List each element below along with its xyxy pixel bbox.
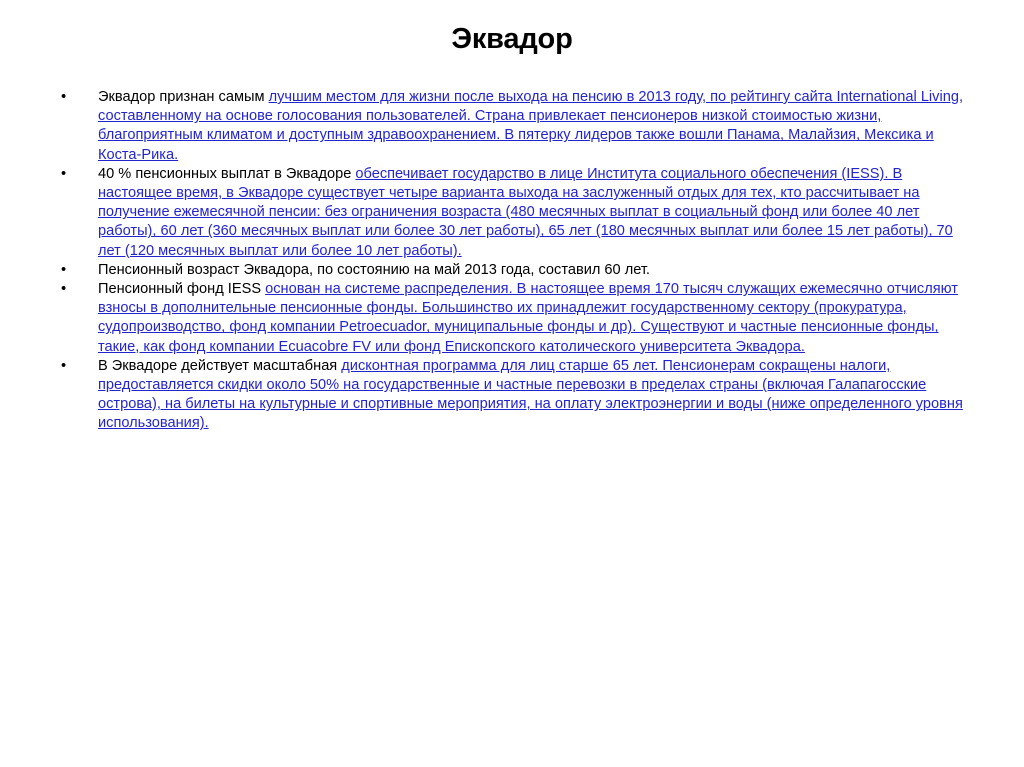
bullet-marker-icon: •	[61, 261, 67, 278]
bullet-link-text[interactable]: обеспечивает государство в лице Института социального обеспечения (IESS). В настоящее время, в Эквадоре существует четыре варианта выхода на заслуженный отдых для тех, кто рассчитывает на получение ежемесячной пенсии: без ограничения возраста (480 месячных выплат в социальный фонд или более 40 лет работы), 60 лет (360 месячных выплат или более 30 лет работы), 65 лет (180 месячных выплат или более 15 лет работы), 70 лет (120 месячных выплат или более 10 лет работы).	[98, 165, 953, 259]
bullet-lead-text: Пенсионный возраст Эквадора, по состоянию на май 2013 года, составил 60 лет.	[98, 261, 650, 278]
bullet-lead-text: 40 % пенсионных выплат в Эквадоре	[98, 165, 356, 182]
bullet-marker-icon: •	[61, 357, 67, 374]
list-item	[55, 261, 975, 280]
bullet-lead-text: В Эквадоре действует масштабная	[98, 357, 342, 374]
bullet-marker-icon: •	[61, 89, 67, 105]
bullet-lead-text: Эквадор признан самым	[98, 89, 269, 105]
bullet-text	[98, 357, 975, 434]
page-title: Эквадор	[451, 23, 573, 55]
list-item	[55, 165, 975, 261]
bullet-link-text[interactable]: дисконтная программа для лиц старше 65 лет. Пенсионерам сокращены налоги, предоставляется скидки около 50% на государственные и частные перевозки в пределах страны (включая Галапагосские острова), на билеты на культурные и спортивные мероприятия, на оплату электроэнергии и воды (ниже определенного уровня использования).	[98, 357, 963, 432]
bullet-text	[98, 261, 975, 280]
bullet-text	[98, 280, 975, 357]
bullet-lead-text: Пенсионный фонд IESS	[98, 281, 266, 298]
bullet-link-text[interactable]: основан на системе распределения. В настоящее время 170 тысяч служащих ежемесячно отчисляют взносы в дополнительные пенсионные фонды. Большинство их принадлежит государственному сектору (прокуратура, судопроизводство, фонд компании Petroecuador, муниципальные фонды и др). Существуют и частные пенсионные фонды, такие, как фонд компании Ecuacobre FV или фонд Епископского католического университета Эквадора.	[98, 281, 958, 355]
bullet-link-text[interactable]: лучшим местом для жизни после выхода на пенсию в 2013 году, по рейтингу сайта International Living, составленному на основе голосования пользователей. Страна привлекает пенсионеров низкой стоимостью жизни, благоприятным климатом и доступным здравоохранением. В пятерку лидеров также вошли Панама, Малайзия, Мексика и Коста-Рика.	[98, 89, 964, 163]
list-item	[55, 357, 975, 434]
list-item	[55, 88, 975, 165]
bullet-marker-icon: •	[61, 281, 67, 298]
bullet-list	[55, 88, 975, 434]
bullet-text	[98, 165, 975, 261]
bullet-text	[98, 88, 975, 165]
list-item	[55, 280, 975, 357]
bullet-marker-icon: •	[61, 165, 67, 182]
